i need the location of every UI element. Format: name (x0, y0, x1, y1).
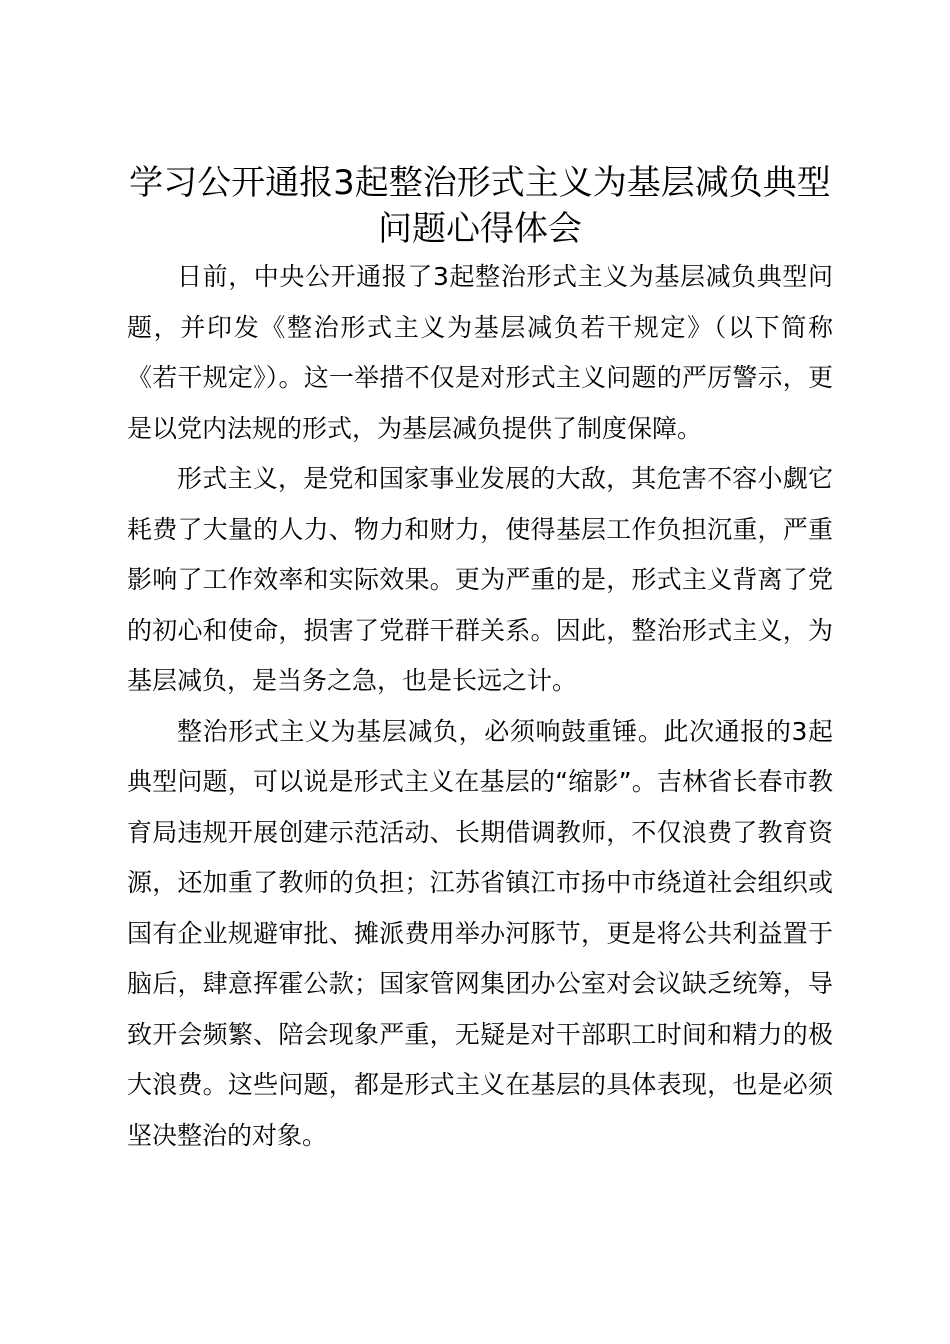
document-title: 学习公开通报3起整治形式主义为基层减负典型问题心得体会 (129, 163, 831, 249)
document-page (127, 160, 833, 1161)
paragraph-3: 整治形式主义为基层减负，必须响鼓重锤。此次通报的3起典型问题，可以说是形式主义在基层的“缩影”。吉林省长春市教育局违规开展创建示范活动、长期借调教师，不仅浪费了教育资源，还加重了教师的负担；江苏省镇江市扬中市绕道社会组织或国有企业规避审批、摊派费用举办河豚节，更是将公共利益置于脑后，肆意挥霍公款；国家管网集团办公室对会议缺乏统筹，导致开会频繁、陪会现象严重，无疑是对干部职工时间和精力的极大浪费。这些问题，都是形式主义在基层的具体表现，也是必须坚决整治的对象。 (127, 716, 833, 1150)
paragraph-2: 形式主义，是党和国家事业发展的大敌，其危害不容小觑它耗费了大量的人力、物力和财力，使得基层工作负担沉重，严重影响了工作效率和实际效果。更为严重的是，形式主义背离了党的初心和使命，损害了党群干群关系。因此，整治形式主义，为基层减负，是当务之急，也是长远之计。 (127, 464, 833, 695)
paragraph-1: 日前，中央公开通报了3起整治形式主义为基层减负典型问题，并印发《整治形式主义为基层减负若干规定》（以下简称《若干规定》）。这一举措不仅是对形式主义问题的严厉警示，更是以党内法规的形式，为基层减负提供了制度保障。 (127, 262, 833, 443)
